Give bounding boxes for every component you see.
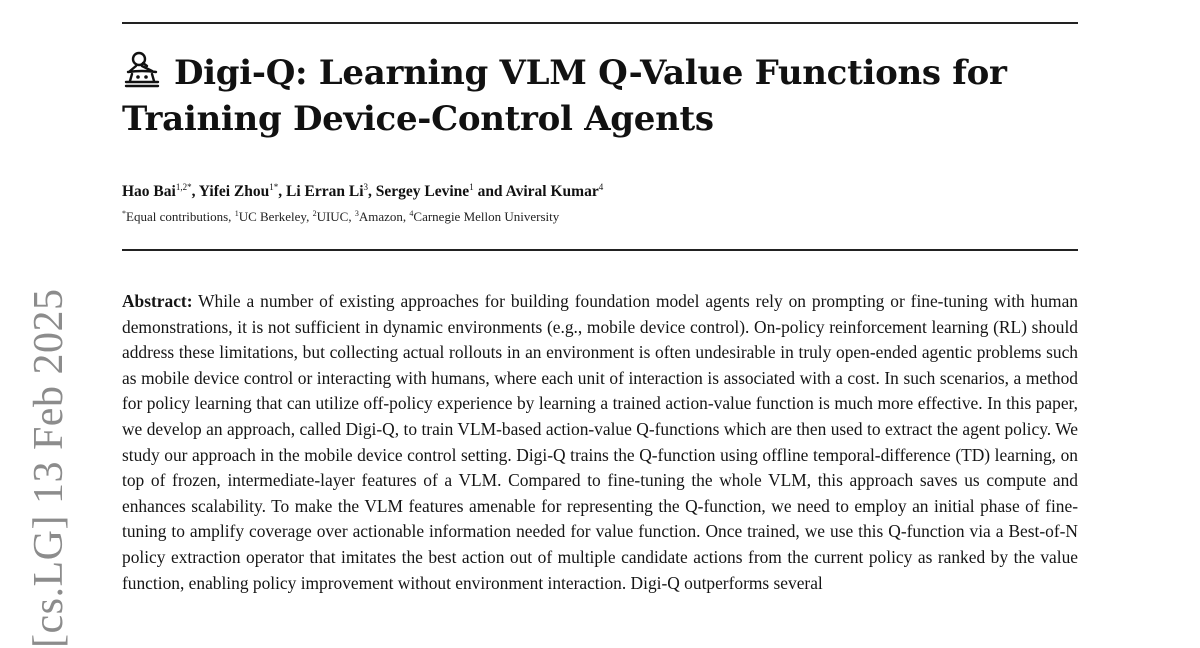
abstract-paragraph — [122, 289, 1078, 596]
affiliation: $^2$UIUC, — [312, 209, 355, 224]
abstract-text: While a number of existing approaches for building foundation model agents rely on prompting or fine-tuning with human demonstrations, it is not sufficient in dynamic environments (e.g., mobile device control). On-policy reinforcement learning (RL) should address these limitations, but collecting actual rollouts in an environment is often undesirable in truly open-ended agentic problems such as mobile device control or interacting with humans, where each unit of interaction is associated with a cost. In such scenarios, a method for policy learning that can utilize off-policy experience by learning a trained action-value function is much more effective. In this paper, we develop an approach, called Digi-Q, to train VLM-based action-value Q-functions which are then used to extract the agent policy. We study our approach in the mobile device control setting. Digi-Q trains the Q-function using offline temporal-difference (TD) learning, on top of frozen, intermediate-layer features of a VLM. Compared to fine-tuning the whole VLM, this approach saves us compute and enhances scalability. To make the VLM features amenable for representing the Q-function, we need to employ an initial phase of fine-tuning to amplify coverage over actionable information needed for value function. Once trained, we use this Q-function via a Best-of-N policy extraction operator that imitates the best action out of multiple candidate actions from the current policy as ranked by the value function, enabling policy improvement without environment interaction. Digi-Q outperforms several — [122, 291, 1078, 593]
author: Hao Bai$^{1,2*}$, — [122, 182, 199, 200]
author: Sergey Levine$^1$ and — [375, 182, 506, 200]
affiliation: *Equal contributions, — [122, 209, 235, 224]
title-block — [122, 50, 1082, 142]
arxiv-stamp: [cs.LG] 13 Feb 2025 — [26, 288, 72, 648]
affiliation: $^4$Carnegie Mellon University — [409, 209, 560, 224]
author: Aviral Kumar$^4$ — [505, 182, 604, 200]
abstract-label: Abstract: — [122, 291, 193, 311]
affiliation: $^3$Amazon, — [354, 209, 410, 224]
top-rule — [122, 22, 1078, 24]
title-line-2: Training Device-Control Agents — [122, 99, 714, 139]
author: Li Erran Li$^3$, — [286, 182, 376, 200]
title-line-1: Digi-Q: Learning VLM Q-Value Functions for — [174, 53, 1007, 93]
author-list — [122, 182, 603, 202]
affiliation: $^1$UC Berkeley, — [234, 209, 313, 224]
affiliations — [122, 208, 559, 226]
robot-mascot-icon — [122, 50, 162, 90]
author: Yifei Zhou$^{1*}$, — [198, 182, 286, 200]
section-rule — [122, 249, 1078, 251]
paper-title — [122, 50, 1082, 142]
